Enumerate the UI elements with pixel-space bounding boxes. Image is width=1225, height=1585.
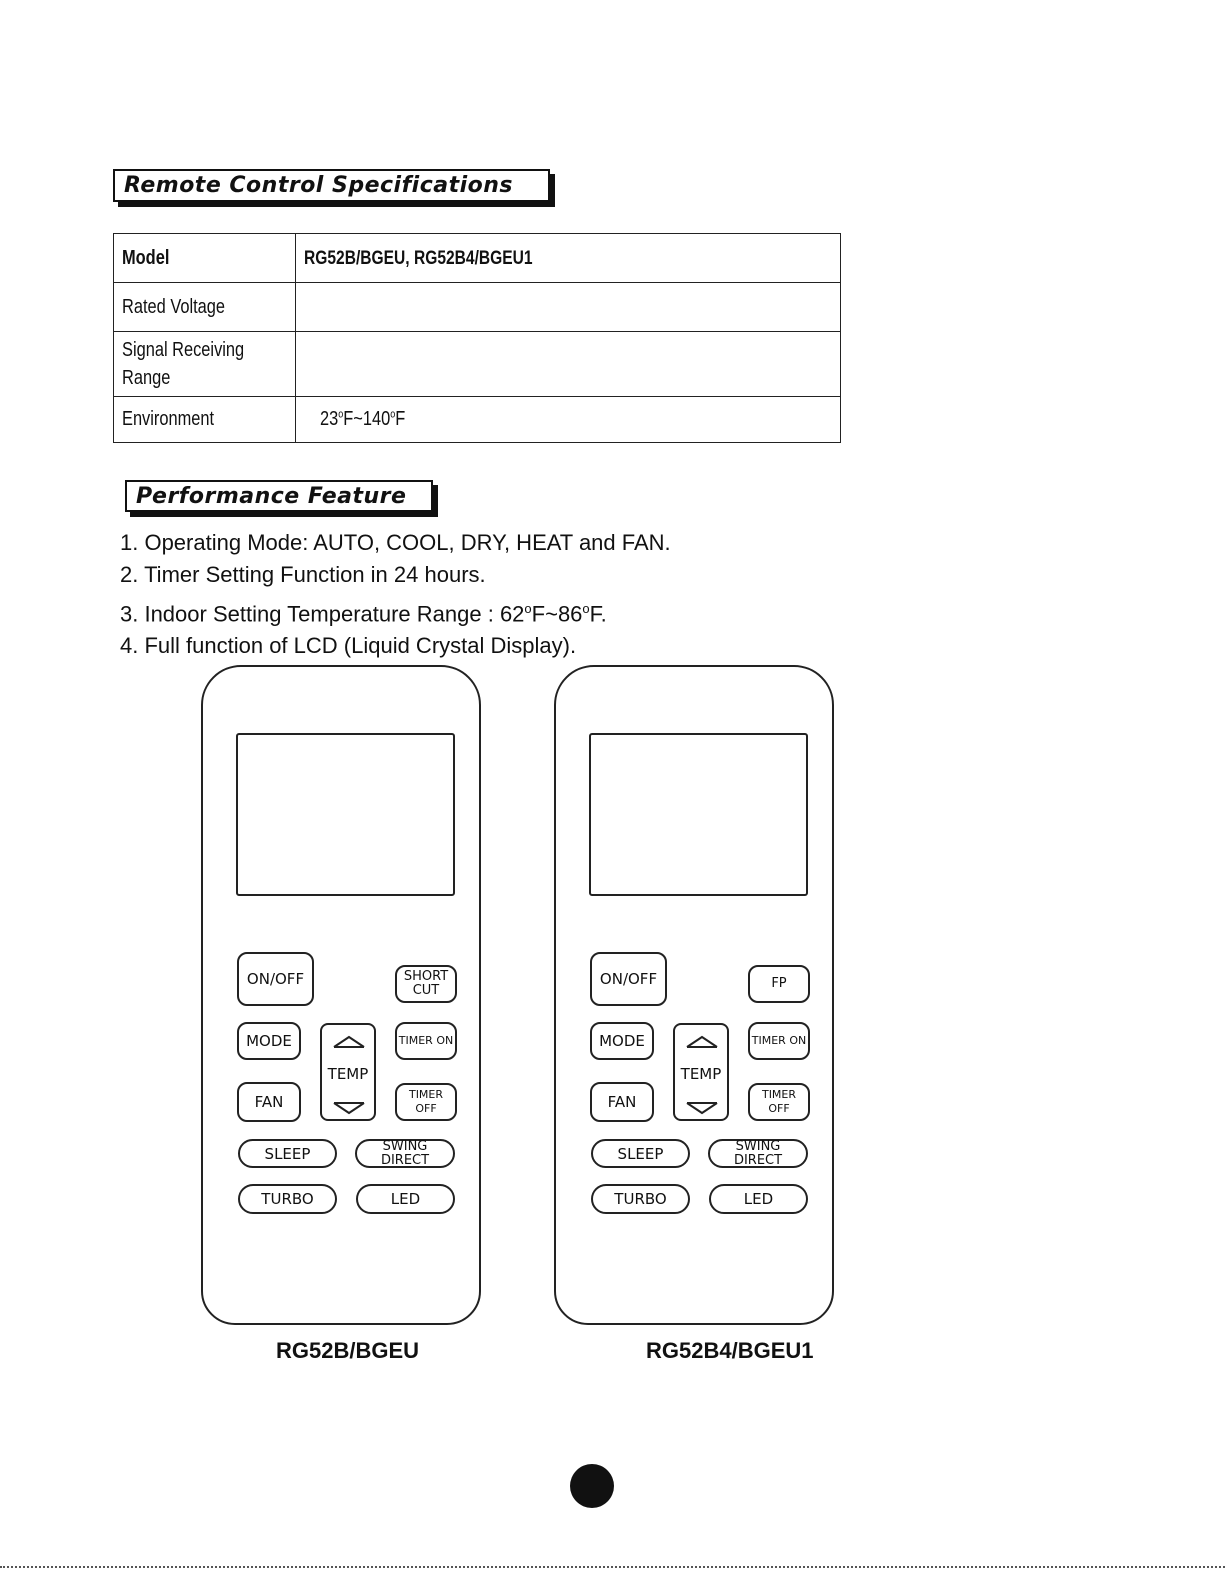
turbo-button[interactable]: TURBO [238,1184,337,1214]
feature-list [120,527,671,662]
degree-mark: o [582,601,590,616]
unit-f: F [395,408,406,430]
temp-up-icon[interactable] [685,1035,719,1049]
sleep-button[interactable]: SLEEP [591,1139,690,1168]
environment-label: Environment [122,408,215,430]
voltage-value-cell [296,283,841,332]
feature3-end: F. [589,601,607,627]
range-label-line1: Signal Receiving [122,339,245,361]
remote-caption-1: RG52B/BGEU [276,1338,420,1363]
timer-on-button[interactable]: TIMER ON [748,1022,810,1060]
feature3-prefix: 3. Indoor Setting Temperature Range : 62 [120,601,525,627]
led-button[interactable]: LED [356,1184,455,1214]
voltage-label: Rated Voltage [122,295,226,318]
temp-rocker[interactable] [320,1023,376,1121]
feature3-mid: F~86 [531,601,583,627]
short-cut-line1: SHORT [403,969,449,984]
sleep-button[interactable]: SLEEP [238,1139,337,1168]
spec-table [113,233,841,443]
remote-rg52b-bgeu [201,665,481,1325]
lcd-display [236,733,455,896]
timer-on-button[interactable]: TIMER ON [395,1022,457,1060]
range-label-line2: Range [122,367,171,389]
mode-button[interactable]: MODE [237,1022,301,1060]
spec-heading-text: Remote Control Specifications [124,173,514,198]
on-off-button[interactable]: ON/OFF [237,952,314,1006]
turbo-button[interactable]: TURBO [591,1184,690,1214]
model-label-cell [114,234,296,283]
list-item: 1. Operating Mode: AUTO, COOL, DRY, HEAT and FAN. [120,530,671,555]
environment-value [320,408,405,431]
degree-mark: o [524,601,532,616]
table-row [114,397,841,443]
fan-button[interactable]: FAN [590,1082,654,1122]
temp-label: TEMP [327,1065,369,1083]
model-label: Model [122,246,170,269]
feature-heading-text: Performance Feature [136,483,407,509]
environment-label-cell [114,397,296,443]
led-button[interactable]: LED [709,1184,808,1214]
degree-mark: o [390,408,396,421]
swing-direct-button[interactable]: SWING DIRECT [708,1139,808,1168]
degree-mark: o [338,408,344,421]
temp-label: TEMP [680,1065,722,1083]
spec-heading [113,169,550,202]
model-value: RG52B/BGEU, RG52B4/BGEU1 [304,247,533,269]
fp-button[interactable]: FP [748,965,810,1003]
unit-f: F [343,408,354,430]
table-row [114,234,841,283]
swing-direct-button[interactable]: SWING DIRECT [355,1139,455,1168]
timer-off-button[interactable]: TIMER OFF [395,1083,457,1121]
range-label-cell [114,332,296,397]
list-item: 2. Timer Setting Function in 24 hours. [120,562,486,587]
remote-caption-2: RG52B4/BGEU1 [646,1338,814,1363]
range-value-cell [296,332,841,397]
env-high: 140 [362,408,391,430]
environment-value-cell [296,397,841,443]
short-cut-line2: CUT [412,983,440,998]
table-row [114,332,841,397]
table-row [114,283,841,332]
list-item [120,593,671,630]
list-item: 4. Full function of LCD (Liquid Crystal Display). [120,633,577,659]
voltage-label-cell [114,283,296,332]
feature-heading [125,480,433,512]
model-value-cell [296,234,841,283]
page-number-dot [570,1464,614,1508]
timer-off-button[interactable]: TIMER OFF [748,1083,810,1121]
on-off-button[interactable]: ON/OFF [590,952,667,1006]
lcd-display [589,733,808,896]
remote-rg52b4-bgeu1 [554,665,834,1325]
temp-down-icon[interactable] [685,1101,719,1115]
bottom-rule [0,1566,1225,1568]
temp-down-icon[interactable] [332,1101,366,1115]
temp-up-icon[interactable] [332,1035,366,1049]
temp-rocker[interactable] [673,1023,729,1121]
short-cut-button[interactable] [395,965,457,1003]
env-low: 23 [320,408,339,430]
mode-button[interactable]: MODE [590,1022,654,1060]
tilde: ~ [353,408,363,430]
fan-button[interactable]: FAN [237,1082,301,1122]
